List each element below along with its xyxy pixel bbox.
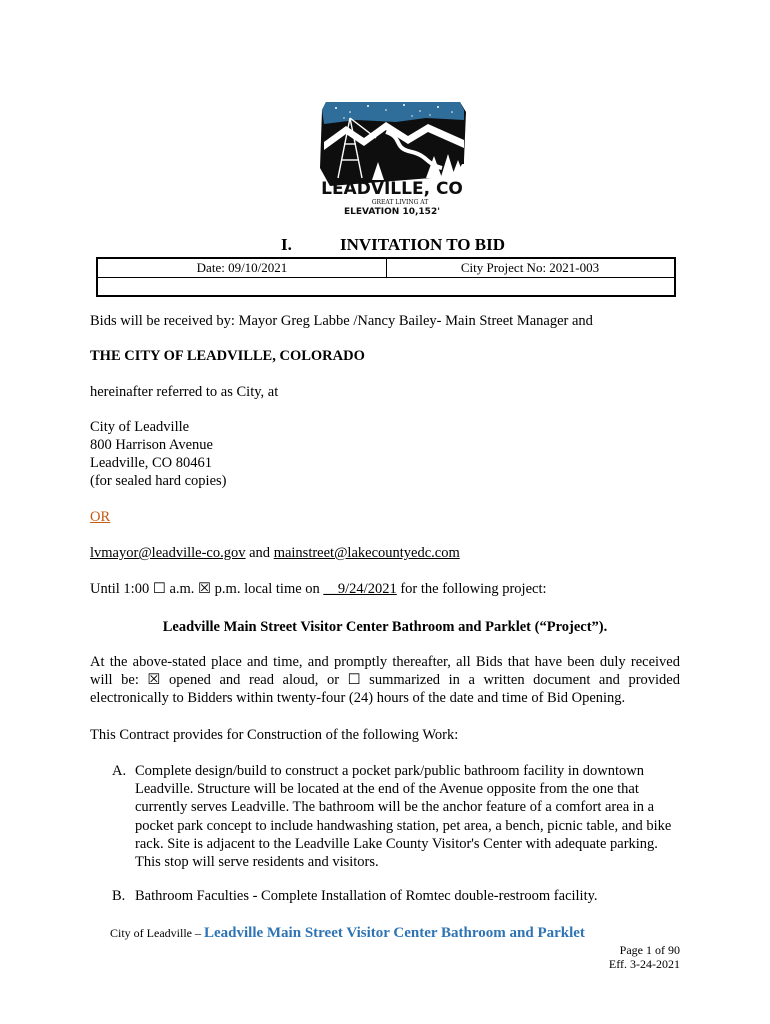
footer-title-line <box>110 925 585 942</box>
footer-project-title: Leadville Main Street Visitor Center Bathroom and Parklet <box>203 925 585 941</box>
city-name: THE CITY OF LEADVILLE, COLORADO <box>90 348 365 364</box>
section-number: I. <box>281 235 292 254</box>
email-joiner: and <box>245 545 274 561</box>
contract-intro: This Contract provides for Construction of the following Work: <box>90 727 459 743</box>
mainstreet-email-link[interactable]: mainstreet@lakecountyedc.com <box>273 545 460 561</box>
deadline-line <box>90 580 547 598</box>
email-line <box>90 544 460 562</box>
logo-elevation: ELEVATION 10,152' <box>344 207 440 217</box>
page-number: Page 1 of 90 <box>619 943 680 957</box>
project-title: Leadville Main Street Visitor Center Bathroom and Parklet (“Project”). <box>162 619 608 635</box>
section-heading <box>0 235 770 257</box>
bid-date: Date: 09/10/2021 <box>98 259 387 277</box>
address-line-3: Leadville, CO 80461 <box>90 455 213 471</box>
footer-page-info <box>609 943 680 971</box>
deadline-date: __9/24/2021 <box>323 581 397 597</box>
bid-info-table <box>96 257 676 297</box>
work-item-label: B. <box>112 888 126 904</box>
deadline-suffix: for the following project: <box>396 581 547 597</box>
table-divider <box>98 277 674 278</box>
deadline-prefix: Until 1:00 ☐ a.m. ☒ p.m. local time on <box>90 581 324 597</box>
address-line-2: 800 Harrison Avenue <box>90 437 213 453</box>
address-line-4: (for sealed hard copies) <box>90 473 227 489</box>
work-item-text: Complete design/build to construct a pocket park/public bathroom facility in downtown Leadville. Structure will be located at the end of the Avenue opposite from the one that currently serves Leadville. The bathroom will be the anchor feature of a comfort area in a pocket park concept to include handwashing station, pet area, a bench, picnic table, and bike rack. Site is adjacent to the Leadville Lake County Visitor's Center with adequate parking. This stop will serve residents and visitors. <box>135 763 672 871</box>
work-item-b <box>112 887 682 907</box>
received-by-text: Bids will be received by: Mayor Greg Labbe /Nancy Bailey- Main Street Manager and <box>90 313 593 329</box>
city-project-number: City Project No: 2021-003 <box>460 260 600 275</box>
address-line-1: City of Leadville <box>90 419 190 435</box>
or-text: OR <box>90 509 111 525</box>
hereinafter-text: hereinafter referred to as City, at <box>90 384 279 400</box>
logo-tagline: GREAT LIVING AT <box>371 199 429 206</box>
effective-date: Eff. 3-24-2021 <box>608 957 680 971</box>
mayor-email-link[interactable]: lvmayor@leadville-co.gov <box>90 545 246 561</box>
leadville-co-logo <box>316 98 468 218</box>
footer-prefix: City of Leadville – <box>110 926 204 940</box>
work-item-label: A. <box>112 763 127 779</box>
bid-opening-paragraph: At the above-stated place and time, and promptly thereafter, all Bids that have been duly received will be: ☒ opened and read aloud, or ☐ summarized in a written document and provided electronically to Bidders within twenty-four (24) hours of the date and time of Bid Opening. <box>90 654 680 707</box>
logo-text: LEADVILLE, CO <box>321 179 463 199</box>
section-title: INVITATION TO BID <box>340 235 506 254</box>
work-item-text: Bathroom Faculties - Complete Installation of Romtec double-restroom facility. <box>135 888 598 904</box>
work-item-a <box>112 762 682 872</box>
